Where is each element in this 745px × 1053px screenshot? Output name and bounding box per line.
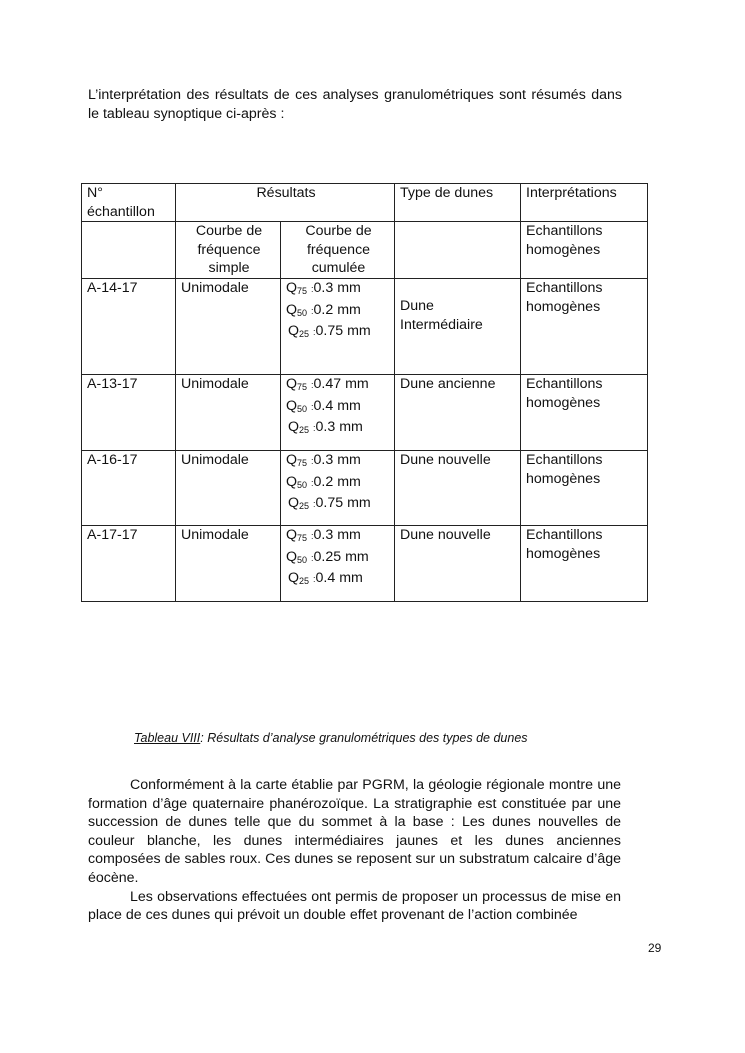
quartile-label — [286, 452, 307, 468]
quartile-q75 — [286, 451, 391, 473]
quartile-prefix: Q — [288, 323, 300, 339]
dune-type-cell — [395, 451, 521, 526]
quartile-label — [286, 549, 307, 565]
table-subheader-row — [82, 222, 648, 279]
quartile-separator: : — [311, 456, 314, 466]
quartile-prefix: Q — [286, 548, 298, 565]
quartile-value: 0.3 mm — [313, 452, 361, 468]
quartile-value: 0.2 mm — [313, 301, 361, 318]
page-number: 29 — [648, 941, 662, 955]
intro-paragraph: L’interprétation des résultats de ces analyses granulométriques sont résumés dans le tableau synoptique ci-après : — [88, 87, 622, 122]
quartile-value: 0.3 mm — [313, 527, 361, 543]
dune-type-text: Dune nouvelle — [400, 527, 491, 543]
quartile-separator: : — [313, 423, 316, 433]
quartile-index: 75 — [297, 286, 308, 296]
quartile-label — [286, 302, 307, 318]
quartile-label — [286, 280, 307, 296]
quartile-label — [288, 495, 309, 511]
interpretation-cell: Echantillons homogènes — [521, 375, 648, 451]
quartile-index: 75 — [297, 533, 308, 543]
quartiles-cell — [281, 451, 395, 526]
quartile-prefix: Q — [286, 280, 298, 296]
interpretation-cell: Echantillons homogènes — [521, 451, 648, 526]
dune-type-text: Dune nouvelle — [400, 452, 491, 468]
quartile-separator: : — [313, 327, 316, 337]
quartile-index: 50 — [297, 479, 308, 490]
quartile-value: 0.3 mm — [315, 419, 363, 435]
quartile-value: 0.75 mm — [315, 495, 371, 511]
table-header-row — [82, 184, 648, 222]
sample-id-cell: A-14-17 — [82, 279, 176, 375]
sample-id-cell: A-13-17 — [82, 375, 176, 451]
table-row — [82, 526, 648, 602]
quartile-q50 — [286, 397, 391, 419]
quartile-label — [288, 570, 309, 586]
quartile-prefix: Q — [286, 452, 298, 468]
quartile-separator: : — [311, 380, 314, 390]
table-row — [82, 375, 648, 451]
header-interpretations: Interprétations — [521, 184, 648, 222]
quartile-prefix: Q — [288, 495, 300, 511]
table-caption — [134, 731, 528, 745]
quartile-q25 — [286, 569, 391, 591]
curve-type-cell: Unimodale — [176, 279, 281, 375]
quartile-prefix: Q — [286, 397, 298, 414]
quartile-q25 — [286, 494, 391, 516]
quartile-q25 — [286, 322, 391, 344]
granulometry-results-table — [81, 183, 648, 602]
quartile-prefix: Q — [286, 473, 298, 490]
subheader-empty-cell — [395, 222, 521, 279]
quartile-index: 50 — [297, 403, 308, 414]
quartile-label — [286, 474, 307, 490]
quartile-label — [286, 376, 307, 392]
quartile-index: 75 — [297, 382, 308, 392]
quartile-value: 0.47 mm — [313, 376, 369, 392]
body-text — [88, 776, 621, 925]
quartile-value: 0.4 mm — [313, 397, 361, 414]
quartile-q50 — [286, 301, 391, 323]
quartile-separator: : — [311, 401, 314, 412]
dune-type-cell — [395, 526, 521, 602]
header-dune-type: Type de dunes — [395, 184, 521, 222]
dune-type-text: Dune Intermédiaire — [400, 298, 483, 333]
dune-type-cell — [395, 279, 521, 375]
quartile-separator: : — [311, 284, 314, 294]
quartile-value: 0.3 mm — [313, 280, 361, 296]
quartile-q75 — [286, 279, 391, 301]
quartile-q50 — [286, 548, 391, 570]
quartile-index: 75 — [297, 458, 308, 468]
quartile-value: 0.25 mm — [313, 548, 369, 565]
quartile-separator: : — [311, 305, 314, 316]
quartile-separator: : — [311, 477, 314, 488]
quartile-index: 25 — [299, 576, 310, 586]
quartile-value: 0.2 mm — [313, 473, 361, 490]
quartile-label — [288, 419, 309, 435]
subheader-simple-curve: Courbe de fréquence simple — [176, 222, 281, 279]
quartile-prefix: Q — [288, 570, 300, 586]
quartile-separator: : — [311, 531, 314, 541]
paragraph-observations: Les observations effectuées ont permis de proposer un processus de mise en place de ces dunes qui prévoit un double effet provenant de l’action combinée — [88, 888, 621, 924]
quartiles-cell — [281, 279, 395, 375]
sample-id-cell: A-16-17 — [82, 451, 176, 526]
quartile-label — [286, 398, 307, 414]
quartile-label — [288, 323, 309, 339]
quartile-q75 — [286, 375, 391, 397]
caption-text: : Résultats d’analyse granulométriques des types de dunes — [200, 731, 528, 745]
quartile-label — [286, 527, 307, 543]
quartile-value: 0.4 mm — [315, 570, 363, 586]
table-row — [82, 451, 648, 526]
quartile-index: 50 — [297, 554, 308, 565]
quartile-prefix: Q — [286, 527, 298, 543]
curve-type-cell: Unimodale — [176, 451, 281, 526]
quartile-value: 0.75 mm — [315, 323, 371, 339]
dune-type-text: Dune ancienne — [400, 376, 496, 392]
quartile-separator: : — [311, 552, 314, 563]
header-results: Résultats — [176, 184, 395, 222]
interpretation-cell: Echantillons homogènes — [521, 279, 648, 375]
quartile-prefix: Q — [288, 419, 300, 435]
quartile-prefix: Q — [286, 376, 298, 392]
curve-type-cell: Unimodale — [176, 526, 281, 602]
quartiles-cell — [281, 375, 395, 451]
quartiles-cell — [281, 526, 395, 602]
subheader-interpretation: Echantillons homogènes — [521, 222, 648, 279]
table-body — [82, 279, 648, 602]
subheader-empty-cell — [82, 222, 176, 279]
header-sample: N° échantillon — [82, 184, 176, 222]
caption-number: Tableau VIII — [134, 731, 201, 745]
interpretation-cell: Echantillons homogènes — [521, 526, 648, 602]
quartile-q75 — [286, 526, 391, 548]
quartile-q50 — [286, 473, 391, 495]
paragraph-geology: Conformément à la carte établie par PGRM, la géologie régionale montre une formation d’âge quaternaire phanérozoïque. La stratigraphie est constituée par une succession de dunes telle que du sommet à la base : Les dunes nouvelles de couleur blanche, les dunes intermédiaires jaunes et les dunes anciennes composées de sables roux. Ces dunes se reposent sur un substratum calcaire d’âge éocène. — [88, 777, 621, 886]
quartile-index: 25 — [299, 329, 310, 339]
dune-type-cell — [395, 375, 521, 451]
table-row — [82, 279, 648, 375]
quartile-q25 — [286, 418, 391, 440]
quartile-separator: : — [313, 499, 316, 509]
quartile-index: 25 — [299, 501, 310, 511]
quartile-index: 25 — [299, 425, 310, 435]
sample-id-cell: A-17-17 — [82, 526, 176, 602]
curve-type-cell: Unimodale — [176, 375, 281, 451]
quartile-separator: : — [313, 574, 316, 584]
quartile-prefix: Q — [286, 301, 298, 318]
quartile-index: 50 — [297, 307, 308, 318]
subheader-cumulative-curve: Courbe de fréquence cumulée — [281, 222, 395, 279]
